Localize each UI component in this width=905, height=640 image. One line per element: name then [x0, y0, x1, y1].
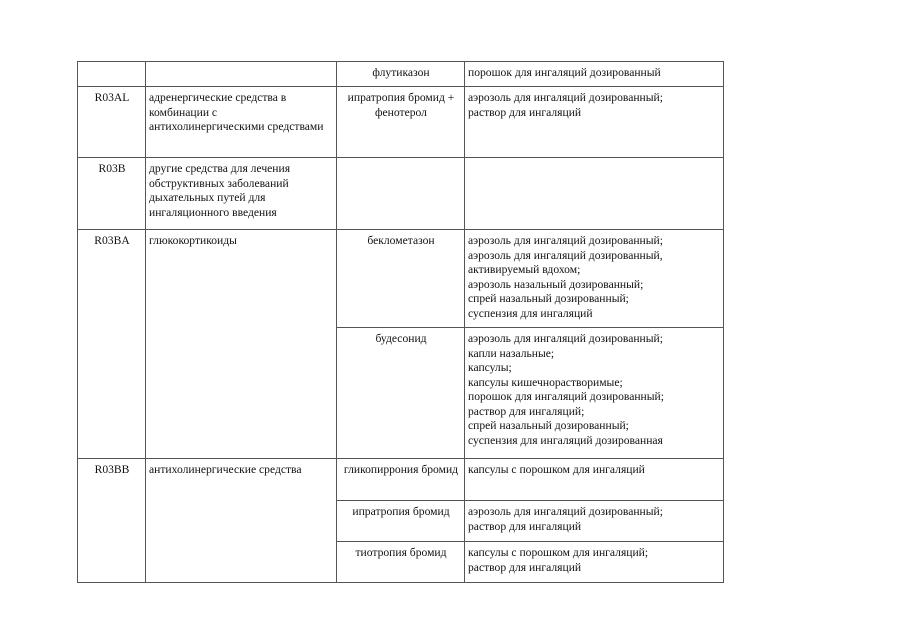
atc-code-cell: R03BA: [78, 230, 146, 459]
dosage-form-line: активируемый вдохом;: [468, 263, 581, 276]
dosage-form-cell: [465, 501, 724, 542]
dosage-form-line: аэрозоль назальный дозированный;: [468, 277, 644, 291]
atc-code-cell: [78, 62, 146, 87]
dosage-form-cell: [465, 87, 724, 158]
dosage-form-line: суспензия для ингаляций дозированная: [468, 433, 663, 447]
table-row: [78, 87, 724, 158]
table-row: [78, 459, 724, 501]
drug-cell: флутиказон: [337, 62, 465, 87]
drug-table: [77, 61, 724, 583]
atc-code-cell: R03AL: [78, 87, 146, 158]
dosage-form-line: капсулы;: [468, 361, 512, 374]
dosage-form-line: капсулы кишечнорастворимые;: [468, 375, 623, 389]
dosage-form-cell: [465, 158, 724, 230]
table-row: [78, 230, 724, 328]
dosage-form-line: капсулы с порошком для ингаляций;: [468, 546, 649, 559]
drug-cell: [337, 158, 465, 230]
dosage-form-cell: [465, 459, 724, 501]
atc-code-cell: R03B: [78, 158, 146, 230]
atc-code-cell: R03BB: [78, 459, 146, 583]
dosage-form-line: порошок для ингаляций дозированный: [468, 66, 661, 79]
table-row: [78, 158, 724, 230]
drug-cell: будесонид: [337, 328, 465, 459]
dosage-form-line: раствор для ингаляций;: [468, 404, 585, 418]
dosage-form-cell: [465, 542, 724, 583]
group-cell: антихолинергические средства: [146, 459, 337, 583]
dosage-form-cell: [465, 62, 724, 87]
dosage-form-line: раствор для ингаляций: [468, 105, 582, 119]
dosage-form-line: капли назальные;: [468, 346, 555, 360]
drug-cell: тиотропия бромид: [337, 542, 465, 583]
dosage-form-line: капсулы с порошком для ингаляций: [468, 463, 645, 476]
drug-cell: ипратропия бромид: [337, 501, 465, 542]
dosage-form-line: порошок для ингаляций дозированный;: [468, 390, 664, 403]
group-cell: [146, 62, 337, 87]
group-cell: другие средства для лечения обструктивных заболеваний дыхательных путей для ингаляционного введения: [146, 158, 337, 230]
dosage-form-line: аэрозоль для ингаляций дозированный;: [468, 505, 663, 518]
drug-cell: ипратропия бромид + фенотерол: [337, 87, 465, 158]
dosage-form-line: спрей назальный дозированный;: [468, 419, 629, 432]
dosage-form-line: раствор для ингаляций: [468, 519, 582, 533]
drug-cell: беклометазон: [337, 230, 465, 328]
dosage-form-line: аэрозоль для ингаляций дозированный;: [468, 332, 663, 345]
table-row: [78, 62, 724, 87]
dosage-form-line: аэрозоль для ингаляций дозированный;: [468, 234, 663, 247]
dosage-form-line: аэрозоль для ингаляций дозированный,: [468, 248, 663, 262]
group-cell: глюкокортикоиды: [146, 230, 337, 459]
drug-cell: гликопиррония бромид: [337, 459, 465, 501]
dosage-form-line: раствор для ингаляций: [468, 560, 582, 574]
group-cell: адренергические средства в комбинации с антихолинергическими средствами: [146, 87, 337, 158]
dosage-form-line: аэрозоль для ингаляций дозированный;: [468, 91, 663, 104]
dosage-form-line: спрей назальный дозированный;: [468, 292, 629, 305]
dosage-form-line: суспензия для ингаляций: [468, 306, 593, 320]
dosage-form-cell: [465, 328, 724, 459]
dosage-form-cell: [465, 230, 724, 328]
